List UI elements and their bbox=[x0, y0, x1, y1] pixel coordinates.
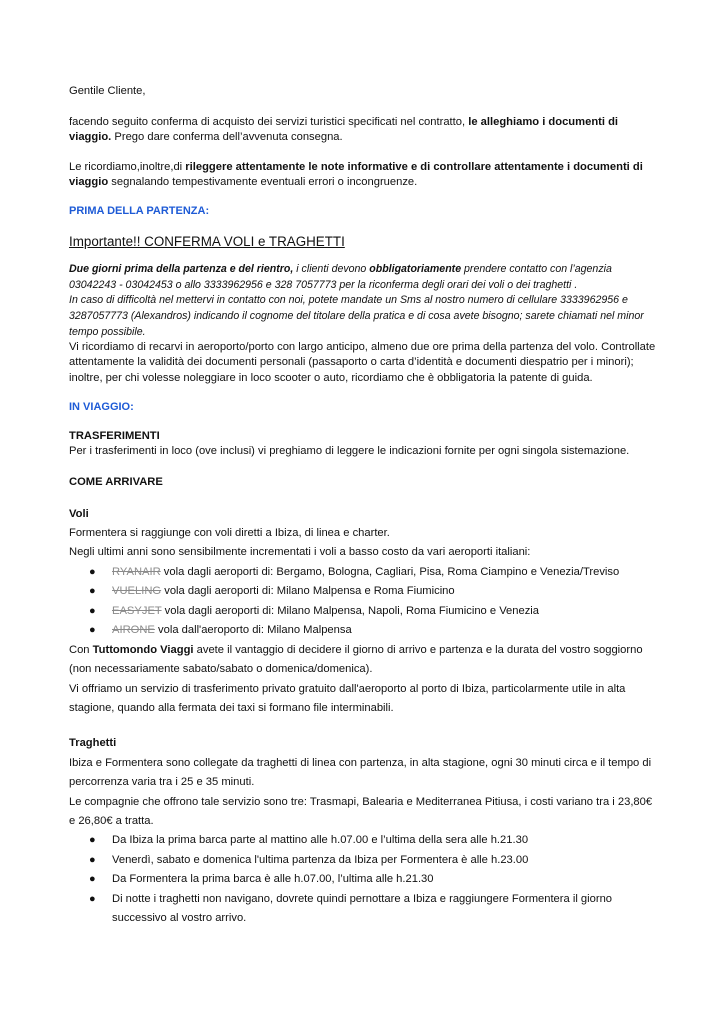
reminder-text-end: segnalando tempestivamente eventuali errori o incongruenze. bbox=[108, 175, 418, 188]
ferry-item-text: Da Formentera la prima barca è alle h.07.00, l’ultima alle h.21.30 bbox=[112, 873, 434, 886]
bullet-icon: ● bbox=[89, 565, 96, 578]
intro-text-end: Prego dare conferma dell’avvenuta consegna. bbox=[111, 131, 343, 144]
flights-title bbox=[69, 505, 659, 524]
ferries-line-2: Le compagnie che offrono tale servizio sono tre: Trasmapi, Balearia e Mediterranea Pitiusa, i costi variano tra i 23,80€ e 26,80€ a tratta. bbox=[69, 795, 653, 828]
transfers-title bbox=[69, 429, 659, 444]
list-item bbox=[69, 851, 659, 871]
ferry-item-text: Venerdì, sabato e domenica l'ultima partenza da Ibiza per Formentera è alle h.23.00 bbox=[112, 853, 529, 866]
list-item bbox=[69, 563, 659, 583]
bullet-icon: ● bbox=[89, 853, 96, 866]
intro-text: facendo seguito conferma di acquisto dei servizi turistici specificati nel contratto, bbox=[69, 116, 469, 129]
reminder-paragraph bbox=[69, 160, 659, 190]
transfer-offer: Vi offriamo un servizio di trasferimento privato gratuito dall'aeroporto al porto di Ibiza, particolarmente utile in alta stagione, quando alla fermata dei taxi si formano file interminabili. bbox=[69, 682, 626, 715]
how-to-arrive-heading bbox=[69, 475, 659, 490]
confirmation-notice bbox=[69, 262, 659, 293]
airline-text: vola dagli aeroporti di: Bergamo, Bologna, Cagliari, Pisa, Roma Ciampino e Venezia/Treviso bbox=[160, 565, 620, 578]
ferry-item-text: Da Ibiza la prima barca parte al mattino alle h.07.00 e l’ultima della sera alle h.21.30 bbox=[112, 834, 529, 847]
flights-title-text: Voli bbox=[69, 507, 89, 520]
bullet-icon: ● bbox=[89, 834, 96, 847]
how-to-arrive-text: COME ARRIVARE bbox=[69, 476, 163, 489]
bullet-icon: ● bbox=[89, 892, 96, 905]
reminder-text: Le ricordiamo,inoltre,di bbox=[69, 160, 186, 173]
airline-list bbox=[69, 563, 659, 641]
airline-link[interactable]: EASYJET bbox=[112, 604, 162, 617]
document-page bbox=[69, 84, 659, 929]
confirmation-contacts: prendere contatto con l’agenzia 03042243 - 03042453 o allo 3333962956 e 328 7057773 per la riconferma degli orari dei voli o dei traghetti . bbox=[69, 263, 612, 291]
airline-link[interactable]: AIRONE bbox=[112, 624, 155, 637]
list-item bbox=[69, 870, 659, 890]
mandatory-bold: obbligatoriamente bbox=[369, 263, 462, 276]
list-item bbox=[69, 582, 659, 602]
list-item bbox=[69, 831, 659, 851]
section-heading-before-departure: PRIMA DELLA PARTENZA: bbox=[69, 205, 210, 218]
list-item bbox=[69, 890, 659, 929]
bullet-icon: ● bbox=[89, 604, 96, 617]
confirmation-text: i clienti devono bbox=[293, 263, 370, 276]
advice-paragraph: Vi ricordiamo di recarvi in aeroporto/porto con largo anticipo, almeno due ore prima della partenza del volo. Controllate attentamente la validità dei documenti personali (passaporto o carta d’identità e documenti diespatrio per i minori); inoltre, per chi volesse noleggiare in loco scooter o auto, ricordiamo che è obbligatoria la patente di guida. bbox=[69, 341, 656, 384]
bullet-icon: ● bbox=[89, 585, 96, 598]
reminder-bold: rileggere attentamente le note informative e di controllare attentamente i documenti di viaggio bbox=[69, 160, 643, 188]
airline-link[interactable]: RYANAIR bbox=[112, 565, 161, 578]
ferries-title bbox=[69, 734, 659, 753]
list-item bbox=[69, 602, 659, 622]
ferries-title-text: Traghetti bbox=[69, 737, 117, 750]
bullet-icon: ● bbox=[89, 873, 96, 886]
tuttomondo-paragraph bbox=[69, 641, 659, 680]
ferries-line-1: Ibiza e Formentera sono collegate da traghetti di linea con partenza, in alta stagione, ogni 30 minuti circa e il tempo di percorrenza varia tra i 25 e 35 minuti. bbox=[69, 756, 652, 789]
confirmation-bold: Due giorni prima della partenza e del rientro, bbox=[69, 263, 294, 276]
tuttomondo-text: Con bbox=[69, 643, 93, 656]
intro-bold: le alleghiamo i documenti di viaggio. bbox=[69, 116, 619, 144]
important-title: Importante!! CONFERMA VOLI e TRAGHETTI bbox=[69, 234, 345, 250]
sms-notice: In caso di difficoltà nel mettervi in contatto con noi, potete mandate un Sms al nostro numero di cellulare 3333962956 e 3287057773 (Alexandros) indicando il cognome del titolare della pratica e di cosa avete bisogno; sarete chiamati nel minor tempo possibile. bbox=[69, 294, 644, 338]
tuttomondo-brand: Tuttomondo Viaggi bbox=[92, 643, 194, 656]
bullet-icon: ● bbox=[89, 624, 96, 637]
section-heading-in-travel: IN VIAGGIO: bbox=[69, 400, 134, 413]
intro-paragraph bbox=[69, 115, 659, 145]
airline-link[interactable]: VUELING bbox=[112, 585, 162, 598]
greeting: Gentile Cliente, bbox=[69, 85, 146, 97]
list-item bbox=[69, 621, 659, 641]
flights-line-2: Negli ultimi anni sono sensibilmente incrementati i voli a basso costo da vari aeroporti italiani: bbox=[69, 546, 531, 559]
flights-line-1: Formentera si raggiunge con voli diretti a Ibiza, di linea e charter. bbox=[69, 527, 390, 540]
ferry-item-text: Di notte i traghetti non navigano, dovrete quindi pernottare a Ibiza e raggiungere Formentera il giorno successivo al vostro arrivo. bbox=[112, 892, 613, 925]
ferry-schedule-list bbox=[69, 831, 659, 929]
airline-text: vola dagli aeroporti di: Milano Malpensa, Napoli, Roma Fiumicino e Venezia bbox=[161, 604, 540, 617]
transfers-title-text: TRASFERIMENTI bbox=[69, 430, 160, 442]
airline-text: vola dall'aeroporto di: Milano Malpensa bbox=[154, 624, 352, 637]
tuttomondo-text-end: avete il vantaggio di decidere il giorno di arrivo e partenza e la durata del vostro soggiorno (non necessariamente sabato/sabato o domenica/domenica). bbox=[69, 643, 643, 676]
airline-text: vola dagli aeroporti di: Milano Malpensa e Roma Fiumicino bbox=[161, 585, 455, 598]
transfers-text: Per i trasferimenti in loco (ove inclusi) vi preghiamo di leggere le indicazioni fornite per ogni singola sistemazione. bbox=[69, 445, 630, 458]
